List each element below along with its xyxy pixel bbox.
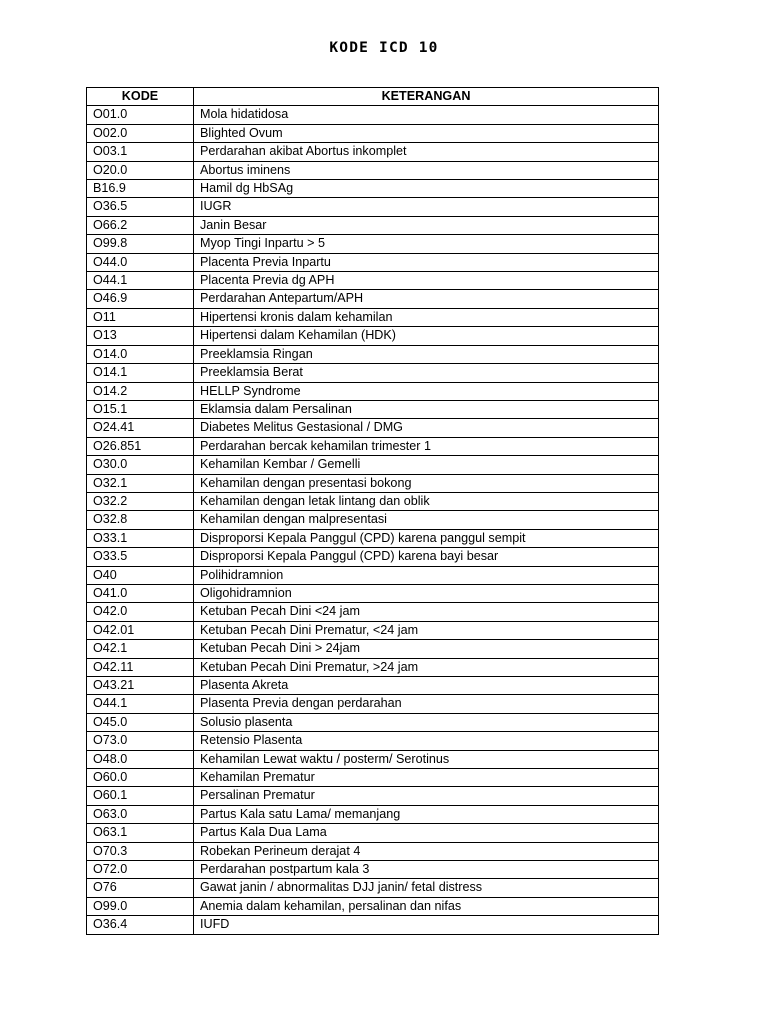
icd-code-cell: O43.21 (87, 677, 194, 695)
column-header-keterangan: KETERANGAN (194, 88, 659, 106)
table-row (87, 713, 659, 731)
icd-code-cell: O33.5 (87, 548, 194, 566)
description-cell: Hipertensi kronis dalam kehamilan (194, 308, 659, 326)
description-cell: Disproporsi Kepala Panggul (CPD) karena panggul sempit (194, 529, 659, 547)
description-cell: Blighted Ovum (194, 124, 659, 142)
table-row (87, 216, 659, 234)
icd-code-cell: O02.0 (87, 124, 194, 142)
icd-code-cell: O40 (87, 566, 194, 584)
icd-code-cell: O32.8 (87, 511, 194, 529)
description-cell: Preeklamsia Berat (194, 364, 659, 382)
table-row (87, 842, 659, 860)
description-cell: IUGR (194, 198, 659, 216)
description-cell: Anemia dalam kehamilan, persalinan dan nifas (194, 897, 659, 915)
table-row (87, 124, 659, 142)
table-row (87, 897, 659, 915)
icd-code-cell: O44.1 (87, 695, 194, 713)
icd-code-cell: B16.9 (87, 180, 194, 198)
description-cell: Eklamsia dalam Persalinan (194, 400, 659, 418)
description-cell: Myop Tingi Inpartu > 5 (194, 235, 659, 253)
table-row (87, 235, 659, 253)
icd-code-cell: O63.0 (87, 805, 194, 823)
description-cell: Ketuban Pecah Dini Prematur, >24 jam (194, 658, 659, 676)
icd-code-cell: O11 (87, 308, 194, 326)
description-cell: Disproporsi Kepala Panggul (CPD) karena bayi besar (194, 548, 659, 566)
table-row (87, 677, 659, 695)
description-cell: Kehamilan Kembar / Gemelli (194, 456, 659, 474)
description-cell: Mola hidatidosa (194, 106, 659, 124)
table-row (87, 658, 659, 676)
table-body (87, 106, 659, 934)
table-row (87, 161, 659, 179)
table-row (87, 400, 659, 418)
description-cell: Gawat janin / abnormalitas DJJ janin/ fetal distress (194, 879, 659, 897)
table-row (87, 419, 659, 437)
icd-code-cell: O42.11 (87, 658, 194, 676)
icd-code-cell: O42.0 (87, 603, 194, 621)
table-row (87, 106, 659, 124)
icd-code-cell: O60.0 (87, 769, 194, 787)
description-cell: Kehamilan dengan letak lintang dan oblik (194, 492, 659, 510)
description-cell: Perdarahan bercak kehamilan trimester 1 (194, 437, 659, 455)
icd-code-cell: O14.0 (87, 345, 194, 363)
description-cell: Robekan Perineum derajat 4 (194, 842, 659, 860)
description-cell: Kehamilan dengan malpresentasi (194, 511, 659, 529)
table-row (87, 308, 659, 326)
description-cell: Perdarahan Antepartum/APH (194, 290, 659, 308)
icd-code-cell: O42.1 (87, 640, 194, 658)
description-cell: Partus Kala Dua Lama (194, 824, 659, 842)
description-cell: Placenta Previa Inpartu (194, 253, 659, 271)
table-row (87, 253, 659, 271)
description-cell: Ketuban Pecah Dini <24 jam (194, 603, 659, 621)
table-row (87, 603, 659, 621)
table-row (87, 364, 659, 382)
icd-code-cell: O72.0 (87, 861, 194, 879)
icd-code-cell: O14.1 (87, 364, 194, 382)
table-row (87, 750, 659, 768)
icd-code-table (86, 87, 659, 935)
icd-code-cell: O41.0 (87, 584, 194, 602)
description-cell: Preeklamsia Ringan (194, 345, 659, 363)
icd-code-cell: O36.4 (87, 916, 194, 934)
table-row (87, 143, 659, 161)
icd-code-cell: O48.0 (87, 750, 194, 768)
icd-code-cell: O99.0 (87, 897, 194, 915)
icd-code-cell: O13 (87, 327, 194, 345)
table-row (87, 640, 659, 658)
icd-code-cell: O26.851 (87, 437, 194, 455)
table-row (87, 548, 659, 566)
icd-code-cell: O46.9 (87, 290, 194, 308)
description-cell: Kehamilan Prematur (194, 769, 659, 787)
table-row (87, 290, 659, 308)
description-cell: Plasenta Previa dengan perdarahan (194, 695, 659, 713)
table-row (87, 584, 659, 602)
table-row (87, 529, 659, 547)
icd-code-cell: O32.2 (87, 492, 194, 510)
description-cell: IUFD (194, 916, 659, 934)
table-row (87, 437, 659, 455)
icd-code-cell: O01.0 (87, 106, 194, 124)
icd-code-cell: O66.2 (87, 216, 194, 234)
table-row (87, 824, 659, 842)
column-header-kode: KODE (87, 88, 194, 106)
icd-code-cell: O03.1 (87, 143, 194, 161)
table-row (87, 511, 659, 529)
description-cell: Diabetes Melitus Gestasional / DMG (194, 419, 659, 437)
table-row (87, 474, 659, 492)
table-row (87, 492, 659, 510)
icd-code-cell: O14.2 (87, 382, 194, 400)
table-row (87, 345, 659, 363)
description-cell: Ketuban Pecah Dini > 24jam (194, 640, 659, 658)
icd-code-cell: O32.1 (87, 474, 194, 492)
icd-code-cell: O45.0 (87, 713, 194, 731)
table-row (87, 272, 659, 290)
description-cell: Kehamilan dengan presentasi bokong (194, 474, 659, 492)
icd-code-cell: O70.3 (87, 842, 194, 860)
description-cell: Oligohidramnion (194, 584, 659, 602)
description-cell: Kehamilan Lewat waktu / posterm/ Serotinus (194, 750, 659, 768)
table-row (87, 180, 659, 198)
table-row (87, 805, 659, 823)
icd-code-cell: O44.1 (87, 272, 194, 290)
description-cell: Janin Besar (194, 216, 659, 234)
table-row (87, 732, 659, 750)
table-row (87, 787, 659, 805)
table-row (87, 879, 659, 897)
table-row (87, 198, 659, 216)
table-row (87, 382, 659, 400)
icd-code-cell: O42.01 (87, 621, 194, 639)
description-cell: Retensio Plasenta (194, 732, 659, 750)
table-header-row (87, 88, 659, 106)
icd-code-cell: O44.0 (87, 253, 194, 271)
description-cell: Persalinan Prematur (194, 787, 659, 805)
table-row (87, 456, 659, 474)
icd-code-cell: O99.8 (87, 235, 194, 253)
table-row (87, 566, 659, 584)
icd-code-cell: O36.5 (87, 198, 194, 216)
description-cell: HELLP Syndrome (194, 382, 659, 400)
icd-code-cell: O15.1 (87, 400, 194, 418)
table-row (87, 621, 659, 639)
table-row (87, 327, 659, 345)
description-cell: Hamil dg HbSAg (194, 180, 659, 198)
icd-code-cell: O33.1 (87, 529, 194, 547)
icd-code-cell: O73.0 (87, 732, 194, 750)
description-cell: Hipertensi dalam Kehamilan (HDK) (194, 327, 659, 345)
description-cell: Solusio plasenta (194, 713, 659, 731)
description-cell: Polihidramnion (194, 566, 659, 584)
icd-code-cell: O24.41 (87, 419, 194, 437)
table-row (87, 861, 659, 879)
description-cell: Ketuban Pecah Dini Prematur, <24 jam (194, 621, 659, 639)
icd-code-cell: O60.1 (87, 787, 194, 805)
description-cell: Abortus iminens (194, 161, 659, 179)
description-cell: Perdarahan postpartum kala 3 (194, 861, 659, 879)
description-cell: Plasenta Akreta (194, 677, 659, 695)
description-cell: Perdarahan akibat Abortus inkomplet (194, 143, 659, 161)
table-row (87, 769, 659, 787)
icd-code-cell: O76 (87, 879, 194, 897)
icd-code-cell: O20.0 (87, 161, 194, 179)
description-cell: Placenta Previa dg APH (194, 272, 659, 290)
table-row (87, 916, 659, 934)
description-cell: Partus Kala satu Lama/ memanjang (194, 805, 659, 823)
icd-code-cell: O63.1 (87, 824, 194, 842)
table-row (87, 695, 659, 713)
icd-code-cell: O30.0 (87, 456, 194, 474)
document-title: KODE ICD 10 (329, 40, 439, 56)
